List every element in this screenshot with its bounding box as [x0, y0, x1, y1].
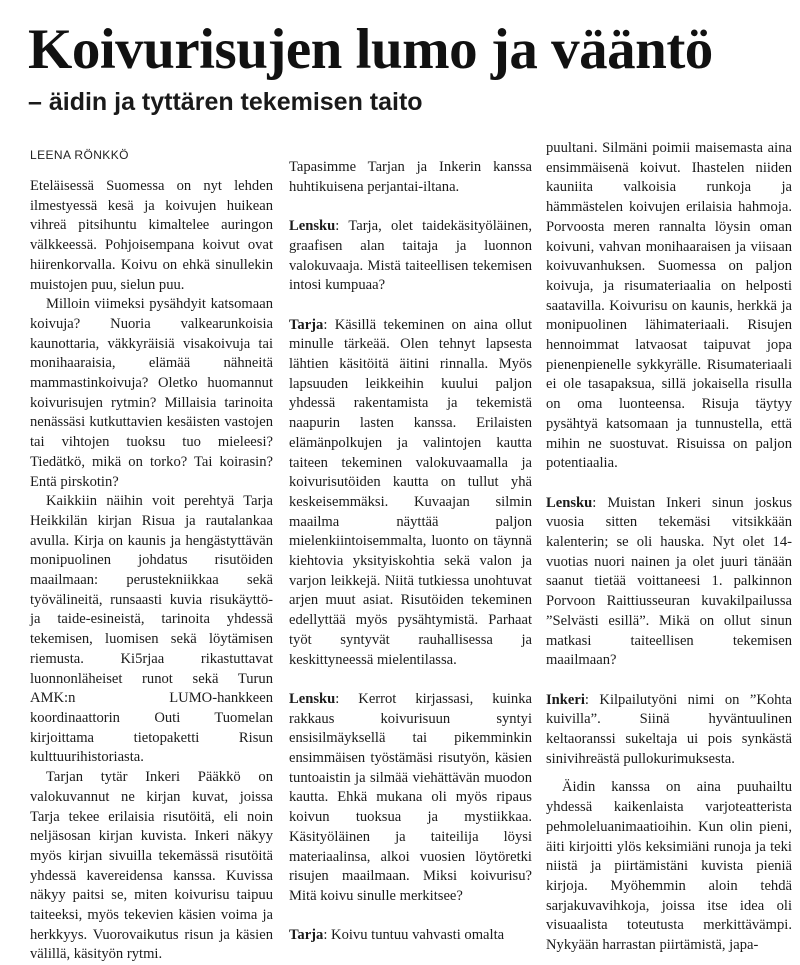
interview-answer	[546, 691, 792, 770]
paragraph: Tapasimme Tarjan ja Inkerin kanssa huhtikuisena perjantai-iltana.	[289, 159, 532, 195]
author-byline: LEENA RÖNKKÖ	[30, 148, 129, 162]
article-subtitle: – äidin ja tyttären tekemisen taito	[28, 88, 423, 116]
interview-answer	[289, 316, 532, 671]
article-title: Koivurisujen lumo ja vääntö	[28, 18, 713, 81]
speaker-name: Lensku	[289, 690, 336, 707]
paragraph: Äidin kanssa on aina puuhailtu yhdessä kaikenlaista varjoteatterista pehmoleluanimaatioihin. Kun olin pieni, äiti kirjoitti ylös keksimiäni runoja ja teki niistä ja piirtämistäni kuvista pieniä kirjoja. Myöhemmin aloin tehdä sarjakuvavihkoja, joissa itse idea oli visuaalista toteutusta merkittävämpi. Nykyään harrastan piirtämistä, japa-	[546, 779, 792, 954]
answer-text: : Käsillä tekeminen on aina ollut minulle tärkeää. Olen tehnyt lapsesta lähtien käsitöitä äitini rinnalla. Myös lapsuuden leikkeihin kuului paljon yhdessä rakentamista ja tekemistä naapurin lasten kanssa. Erilaisten elämänpolkujen ja valintojen kautta taiteen tekeminen valokuvaamalla ja koivurisutöiden kautta on tullut yhä keskeisemmäksi. Kuvaajan silmin maailma näyttää paljon mielenkiintoisemmalta, luonto on täynnä kiehtovia yksityiskohtia sekä valon ja varjon leikkejä. Niitä tutkiessa unohtuvat arjen muut asiat. Risutöiden tekeminen edellyttää myös pysähtymistä. Parhaat työt syntyvät rauhallisessa ja keskittyneessä mielentilassa.	[289, 316, 532, 668]
speaker-name: Lensku	[289, 218, 336, 235]
paragraph: Kaikkiin näihin voit perehtyä Tarja Heikkilän kirjan Risua ja rautalankaa avulla. Kirja on kaunis ja hengästyttävän monipuolinen johdatus risutöiden maailmaan: perustekniikkaa sekä työvälineitä, runsaasti kuvia risukäyttö- ja taide-esineistä, tarinoita yhdessä tekemisen, luomisen sekä löytämisen riemusta. Ki5rjaa rikastuttavat luonnonläheiset runot sekä Turun AMK:n LUMO-hankkeen koordinaattorin Outi Tuomelan kirjoittama tietopaketti Risun kulttuurihistoriasta.	[30, 493, 273, 766]
interview-question	[289, 690, 532, 907]
interview-answer	[289, 926, 532, 946]
speaker-name: Tarja	[289, 316, 324, 333]
column-3	[546, 139, 792, 956]
speaker-name: Lensku	[546, 494, 593, 511]
paragraph: puultani. Silmäni poimii maisemasta aina ensimmäisenä koivut. Ihastelen niiden kauniita valkoisia runkoja ja hämmästelen koivujen erilaisia hahmoja. Porvoosta meren rannalta löysin oman koivuni, vahvan monihaaraisen ja viisaan koivuvanhuksen. Suomessa on paljon koivuja, ja risumateriaalia on helposti saatavilla. Koivurisu on kaunis, herkkä ja monipuolinen lähimateriaali. Risujen hennoimmat latvaosat taipuvat jopa pienenpienelle sykkyrälle. Risumateriaali ei ole tasapaksua, sillä jokaisella risulla on oma luonteensa. Risuja täytyy pysähtyä katsomaan ja tunnustella, että mihin ne suostuvat. Risuissa on paljon potentiaalia.	[546, 140, 792, 472]
speaker-name: Inkeri	[546, 691, 585, 708]
column-1	[30, 177, 273, 965]
interview-question	[289, 217, 532, 296]
answer-text: : Kilpailutyöni nimi on ”Kohta kuivilla”. Siinä hyväntuulinen keltaoranssi sukeltaja ui pois synkästä sinivihreästä pullokurimuksesta.	[546, 691, 792, 767]
paragraph: Milloin viimeksi pysähdyit katsomaan koivuja? Nuoria valkearunkoisia kaunottaria, väkkyräisiä visakoivuja tai monihaaraisia, elämää nähneitä mammastinkoivuja? Oletko huomannut koivurisujen rytmin? Millaisia tarinoita nenässäsi kutkuttavien kesäisten vastojen tai vihtojen tuoksu tuo mieleesi? Tiedätkö, mikä on torko? Tai koirasin? Entä pirskotin?	[30, 296, 273, 490]
column-2	[289, 158, 532, 946]
answer-text: : Koivu tuntuu vahvasti omalta	[323, 927, 505, 944]
paragraph-intro: Eteläisessä Suomessa on nyt lehden ilmestyessä kesä ja koivujen huikean vihreä pitsihuntu kimaltelee auringon välkkeessä. Pohjoisempana koivut ovat hiirenkorvalla. Koivu on ehkä sinullekin muistojen puu, sielun puu.	[30, 178, 273, 293]
paragraph: Tarjan tytär Inkeri Pääkkö on valokuvannut ne kirjan kuvat, joissa Tarja tekee erilaisia risutöitä, eli noin neljäsosan kirjan kuvista. Inkeri näkyy myös kirjan sivuilla tekemässä risutöitä yhdessä kavereidensa kanssa. Kuvissa näkyy paitsi se, miten koivurisu taipuu taiteeksi, myös tekevien käsien voima ja herkkyys. Vuorovaikutus risun ja käsien välillä, käsityön rytmi.	[30, 769, 273, 963]
question-text: : Tarja, olet taidekäsityöläinen, graafisen alan taitaja ja luonnon valokuvaaja. Mistä taiteellisen tekemisen intosi kumpuaa?	[289, 218, 532, 294]
question-text: : Muistan Inkeri sinun joskus vuosia sitten tekemäsi vitsikkään kalenterin; se oli hauska. Nyt olet 14-vuotias nuori nainen ja olet juuri tänään saanut tietää voittaneesi 1. palkinnon Porvoon Raittiusseuran kuvakilpailussa ”Selvästi esillä”. Mikä on ollut sinun matkasi taiteellisen tekemisen maailmaan?	[546, 494, 792, 669]
question-text: : Kerrot kirjassasi, kuinka rakkaus koivurisuun syntyi ensisilmäyksellä tai pikemminkin ensimmäisen työstämäsi risutyön, käsien tuntoaistin ja silmää viehättävän muodon kautta. Ehkä mukana oli myös ripaus koivun tuoksua ja mystiikkaa. Käsityöläinen ja taiteilija löysi materiaalinsa, alkoi vuosien löytöretki risujen maailmaan. Miksi koivurisu? Mitä koivu sinulle merkitsee?	[289, 690, 532, 904]
speaker-name: Tarja	[289, 927, 324, 944]
interview-question	[546, 494, 792, 671]
